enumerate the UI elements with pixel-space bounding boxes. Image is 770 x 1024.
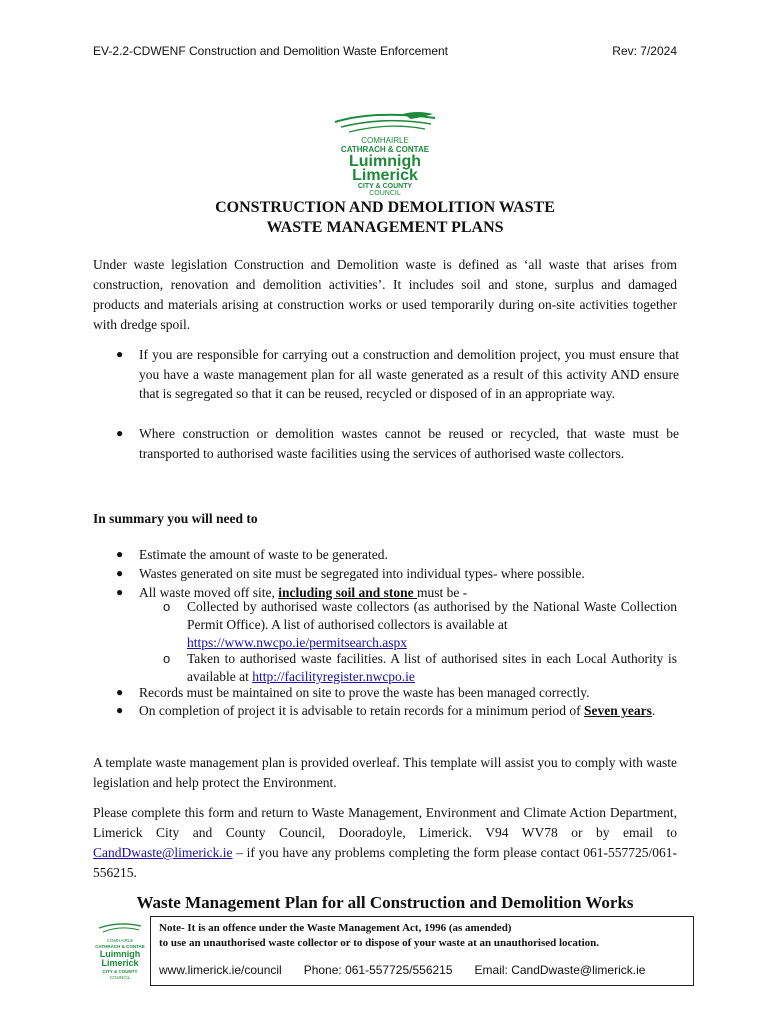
logo-line-5: CITY & COUNTY xyxy=(357,183,413,190)
council-logo xyxy=(0,108,770,196)
bullet-dot: ● xyxy=(116,426,124,440)
bullet-dot: ● xyxy=(116,585,124,599)
logo-line-6: COUNCIL xyxy=(369,190,401,196)
small-logo-line-1: COMHAIRLE xyxy=(106,938,134,943)
document-code: EV-2.2-CDWENF Construction and Demolition Waste Enforcement xyxy=(93,44,449,58)
email-link[interactable]: CandDwaste@limerick.ie xyxy=(93,845,233,860)
return-text-suffix: – if you have any problems completing the form please contact 061-557725/061-556215. xyxy=(93,845,677,880)
plan-title: Waste Management Plan for all Construction and Demolition Works xyxy=(136,893,634,912)
sub-bullet-dot: o xyxy=(163,599,171,614)
contact-line xyxy=(159,963,689,977)
small-council-logo xyxy=(93,920,147,982)
bullet-responsibility: If you are responsible for carrying out a construction and demolition project, you must ensure that you have a waste management plan for all waste generated as a result of this activity AND ensure that is segregated so that it can be reused, recycled or disposed of in an appropriate way. xyxy=(139,347,679,401)
template-paragraph: A template waste management plan is provided overleaf. This template will assist you to comply with waste legislation and help protect the Environment. xyxy=(93,755,677,790)
retain-records-text: On completion of project it is advisable to retain records for a minimum period of xyxy=(139,703,585,718)
bullet-dot: ● xyxy=(116,347,124,361)
facilities-text: Taken to authorised waste facilities. A list of authorised sites in each Local Authority is available at xyxy=(187,651,677,684)
collectors-text: Collected by authorised waste collectors (as authorised by the National Waste Collection Permit Office). A list of authorised collectors is available at xyxy=(187,599,677,632)
seven-years-emphasis: Seven years xyxy=(584,703,652,718)
bullet-dot: ● xyxy=(116,547,124,561)
small-logo-line-6: COUNCIL xyxy=(109,975,131,980)
title-line-1: CONSTRUCTION AND DEMOLITION WASTE xyxy=(215,199,555,216)
bullet-transport: Where construction or demolition wastes cannot be reused or recycled, that waste must be transported to authorised waste facilities using the services of authorised waste collectors. xyxy=(139,426,679,461)
bullet-dot: ● xyxy=(116,685,124,699)
offence-note xyxy=(159,921,599,951)
document-title xyxy=(0,198,770,238)
logo-line-1: COMHAIRLE xyxy=(361,136,409,145)
note-box xyxy=(150,916,694,986)
sub-collectors xyxy=(187,598,677,652)
page-header xyxy=(93,44,677,58)
moved-off-site-suffix: must be - xyxy=(417,585,468,600)
bullet-dot: ● xyxy=(116,703,124,717)
sub-bullet-dot: o xyxy=(163,651,171,666)
contact-email[interactable]: Email: CandDwaste@limerick.ie xyxy=(474,963,646,977)
website[interactable]: www.limerick.ie/council xyxy=(159,963,282,977)
logo-line-3: Luimnigh xyxy=(349,153,421,170)
nwcpo-permit-search-link[interactable]: https://www.nwcpo.ie/permitsearch.aspx xyxy=(187,635,407,650)
summary-estimate: Estimate the amount of waste to be generated. xyxy=(139,547,388,562)
sub-facilities xyxy=(187,650,677,686)
summary-retain-records xyxy=(139,701,679,721)
intro-paragraph: Under waste legislation Construction and Demolition waste is defined as ‘all waste that arises from construction, renovation and demolition activities’. It includes soil and stone, surplus and damaged products and materials arising at construction works or used temporarily during on-site activities together with dredge spoil. xyxy=(93,257,677,332)
retain-records-suffix: . xyxy=(651,703,656,718)
small-logo-line-3: Luimnigh xyxy=(99,949,141,959)
note-line-1: Note- It is an offence under the Waste Management Act, 1996 (as amended) xyxy=(159,922,512,934)
revision: Rev: 7/2024 xyxy=(612,44,677,58)
title-line-2: WASTE MANAGEMENT PLANS xyxy=(266,219,504,236)
logo-line-4: Limerick xyxy=(352,167,418,184)
phone: Phone: 061-557725/556215 xyxy=(303,963,453,977)
return-text: Please complete this form and return to Waste Management, Environment and Climate Action Department, Limerick City and County Council, Dooradoyle, Limerick. V94 WV78 or by email to xyxy=(93,805,677,840)
summary-segregate: Wastes generated on site must be segregated into individual types- where possible. xyxy=(139,566,585,581)
return-paragraph xyxy=(93,803,677,883)
summary-records: Records must be maintained on site to prove the waste has been managed correctly. xyxy=(139,685,590,700)
small-logo-line-4: Limerick xyxy=(101,958,139,968)
council-logo-graphic xyxy=(305,108,465,196)
bullet-dot: ● xyxy=(116,566,124,580)
summary-heading: In summary you will need to xyxy=(93,511,258,526)
moved-off-site-text: All waste moved off site, xyxy=(139,585,279,600)
small-logo-line-5: CITY & COUNTY xyxy=(102,969,138,974)
small-logo-line-2: CATHRACH & CONTAE xyxy=(95,944,145,949)
logo-line-2: CATHRACH & CONTAE xyxy=(340,145,430,154)
facility-register-link[interactable]: http://facilityregister.nwcpo.ie xyxy=(252,669,415,684)
note-line-2: to use an unauthorised waste collector or to dispose of your waste at an unauthorised location. xyxy=(159,937,600,949)
soil-and-stone-emphasis: including soil and stone xyxy=(278,585,418,600)
